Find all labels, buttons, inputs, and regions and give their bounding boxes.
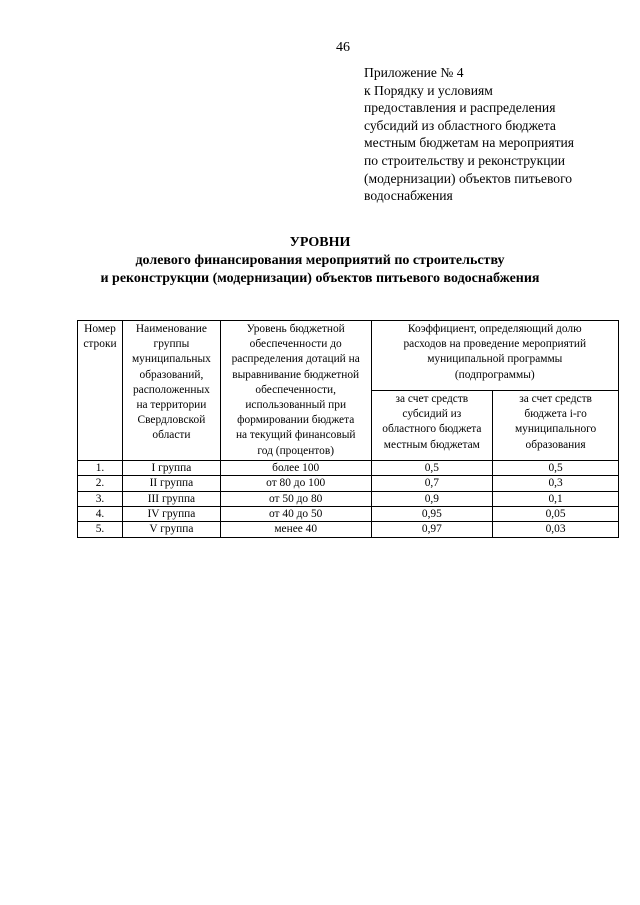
header-municipal-budget [493,390,619,460]
document-title: УРОВНИ [289,235,351,250]
appendix-line: (модернизации) объектов питьевого [364,170,573,186]
header-text: выравнивание бюджетной [232,368,360,381]
municipal-coefficient-cell: 0,03 [493,522,619,537]
row-number-cell: 3. [78,491,123,506]
appendix-line: предоставления и распределения [364,100,556,116]
row-number-cell: 4. [78,507,123,522]
appendix-line: водоснабжения [364,188,453,204]
group-cell: V группа [122,522,220,537]
municipal-coefficient-cell: 0,3 [493,476,619,491]
header-text: год (процентов) [257,444,334,457]
level-cell: от 80 до 100 [220,476,371,491]
municipal-coefficient-cell: 0,1 [493,491,619,506]
header-text: за счет средств [395,392,469,405]
header-text: на территории [136,399,207,412]
regional-coefficient-cell: 0,95 [371,507,493,522]
table-row [78,522,619,537]
header-text: Уровень бюджетной [246,323,345,335]
header-text: Свердловской [137,414,206,427]
header-budget-level [220,321,371,461]
header-text: на текущий финансовый [235,429,356,442]
header-text: обеспеченности до [249,338,342,351]
header-text: строки [83,338,117,351]
regional-coefficient-cell: 0,97 [371,522,493,537]
header-text: образования [525,438,586,451]
row-number-cell: 1. [78,460,123,475]
header-group-name [122,321,220,461]
header-text: использованный при [245,399,347,412]
header-text: Номер [84,323,116,335]
header-text: местным бюджетам [383,438,480,451]
header-text: за счет средств [519,392,592,405]
appendix-line: местным бюджетам на мероприятия [364,135,575,151]
header-text: области [152,429,191,442]
header-text: Коэффициент, определяющий долю [407,323,582,335]
header-coefficient [371,321,618,391]
header-text: бюджета i-го [524,408,587,421]
row-number-cell: 2. [78,476,123,491]
regional-coefficient-cell: 0,5 [371,460,493,475]
header-text: Наименование [135,323,207,335]
document-subtitle-line-2: и реконструкции (модернизации) объектов питьевого водоснабжения [100,271,540,286]
group-cell: II группа [122,476,220,491]
table-row [78,476,619,491]
regional-coefficient-cell: 0,7 [371,476,493,491]
municipal-coefficient-cell: 0,05 [493,507,619,522]
header-regional-subsidy [371,390,493,460]
header-text: образований, [139,368,204,381]
table-row [78,491,619,506]
appendix-note [364,64,624,205]
level-cell: от 50 до 80 [220,491,371,506]
regional-coefficient-cell: 0,9 [371,491,493,506]
document-subtitle-line-1: долевого финансирования мероприятий по строительству [135,253,505,268]
level-cell: от 40 до 50 [220,507,371,522]
financing-levels-table [77,320,619,538]
group-cell: IV группа [122,507,220,522]
level-cell: более 100 [220,460,371,475]
header-text: формировании бюджета [237,414,355,427]
header-text: распределения дотаций на [231,353,360,366]
level-cell: менее 40 [220,522,371,537]
header-text: муниципального [514,423,597,436]
appendix-line: по строительству и реконструкции [364,152,566,168]
header-text: муниципальной программы [427,353,563,366]
page-number: 46 [336,40,350,55]
row-number-cell: 5. [78,522,123,537]
group-cell: III группа [122,491,220,506]
header-text: расположенных [132,383,210,396]
group-cell: I группа [122,460,220,475]
municipal-coefficient-cell: 0,5 [493,460,619,475]
appendix-line: субсидий из областного бюджета [364,117,556,133]
header-row-number [78,321,123,461]
appendix-line: к Порядку и условиям [364,82,493,98]
header-text: группы [153,338,190,351]
header-text: муниципальных [131,353,211,366]
table-row [78,507,619,522]
table-row [78,460,619,475]
header-text: субсидий из [402,408,462,421]
header-text: обеспеченности, [255,383,336,396]
appendix-line: Приложение № 4 [364,65,464,80]
header-text: областного бюджета [382,423,482,436]
header-text: расходов на проведение мероприятий [403,338,587,351]
header-text: (подпрограммы) [454,368,535,381]
